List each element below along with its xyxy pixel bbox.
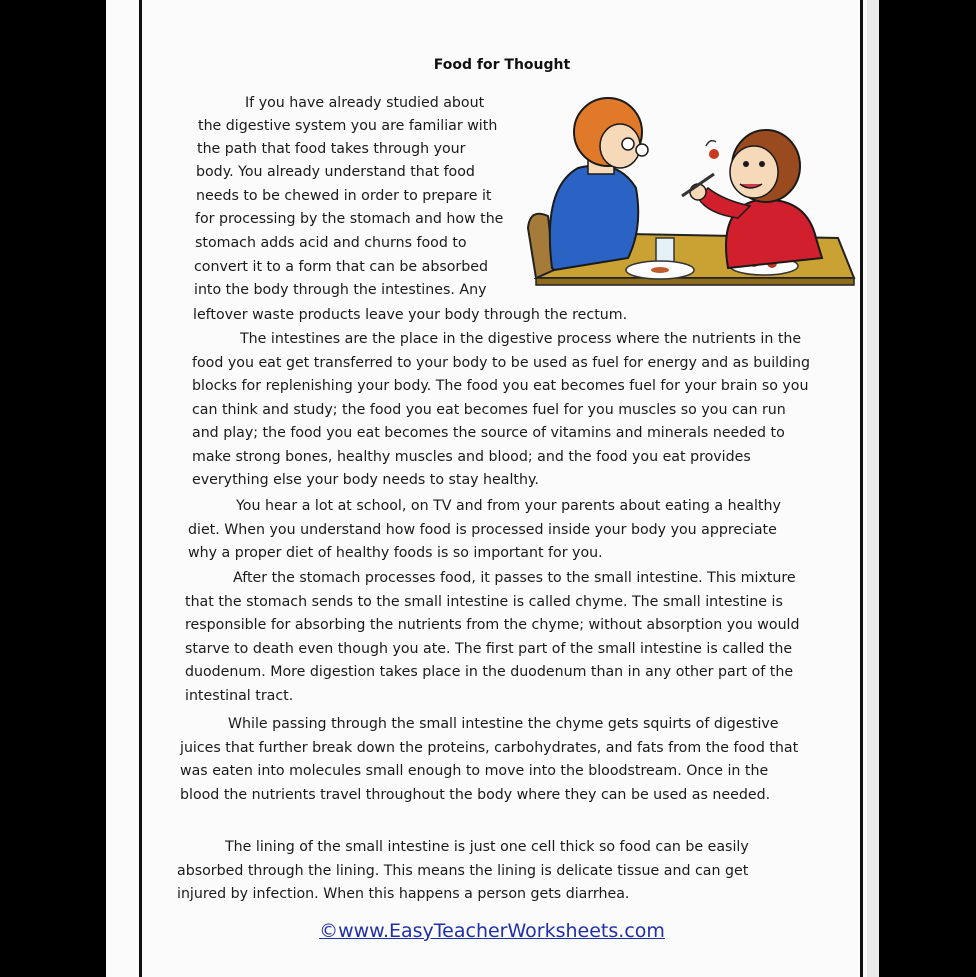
footer-website-link[interactable]: ©www.EasyTeacherWorksheets.com xyxy=(319,920,665,942)
page-title: Food for Thought xyxy=(433,57,571,73)
p1-line-7: stomach adds acid and churns food to xyxy=(195,235,467,251)
worksheet-page xyxy=(106,0,879,977)
paragraph-3: You hear a lot at school, on TV and from your parents about eating a healthy diet. When you understand how food is processed inside your body you appreciate why a proper diet of healthy foods is so important for you. xyxy=(188,498,781,561)
paragraph-4: After the stomach processes food, it passes to the small intestine. This mixture that the stomach sends to the small intestine is called chyme. The small intestine is responsible for absorbing the nutrients from the chyme; without absorption you would starve to death even though you ate. The first part of the small intestine is called the duodenum. More digestion takes place in the duodenum than in any other part of the intestinal tract. xyxy=(185,570,800,704)
p1-line-6: for processing by the stomach and how the xyxy=(195,211,504,227)
two-people-eating-illustration xyxy=(518,88,864,293)
paragraph-6: The lining of the small intestine is just one cell thick so food can be easily absorbed through the lining. This means the lining is delicate tissue and can get injured by infection. When this happens a person gets diarrhea. xyxy=(177,839,749,902)
p1-line-3: the path that food takes through your xyxy=(197,141,466,157)
p1-line-2: the digestive system you are familiar with xyxy=(198,118,498,134)
p1-line-4: body. You already understand that food xyxy=(196,164,475,180)
p1-line-1: If you have already studied about xyxy=(245,95,485,111)
paragraph-2: The intestines are the place in the digestive process where the nutrients in the food you eat get transferred to your body to be used as fuel for energy and as building blocks for replenishing your body. The food you eat becomes fuel for your brain so you can think and study; the food you eat becomes fuel for you muscles so you can run and play; the food you eat becomes the source of vitamins and minerals needed to make strong bones, healthy muscles and blood; and the food you eat provides everything else your body needs to stay healthy. xyxy=(192,331,811,488)
paragraph-5: While passing through the small intestine the chyme gets squirts of digestive juices that further break down the proteins, carbohydrates, and fats from the food that was eaten into molecules small enough to move into the bloodstream. Once in the blood the nutrients travel throughout the body where they can be used as needed. xyxy=(180,716,799,803)
p1-line-10: leftover waste products leave your body through the rectum. xyxy=(193,307,628,323)
p1-line-5: needs to be chewed in order to prepare it xyxy=(196,188,492,204)
p1-line-9: into the body through the intestines. Any xyxy=(194,282,487,298)
p1-line-8: convert it to a form that can be absorbed xyxy=(194,259,488,275)
page-shadow xyxy=(867,0,879,977)
